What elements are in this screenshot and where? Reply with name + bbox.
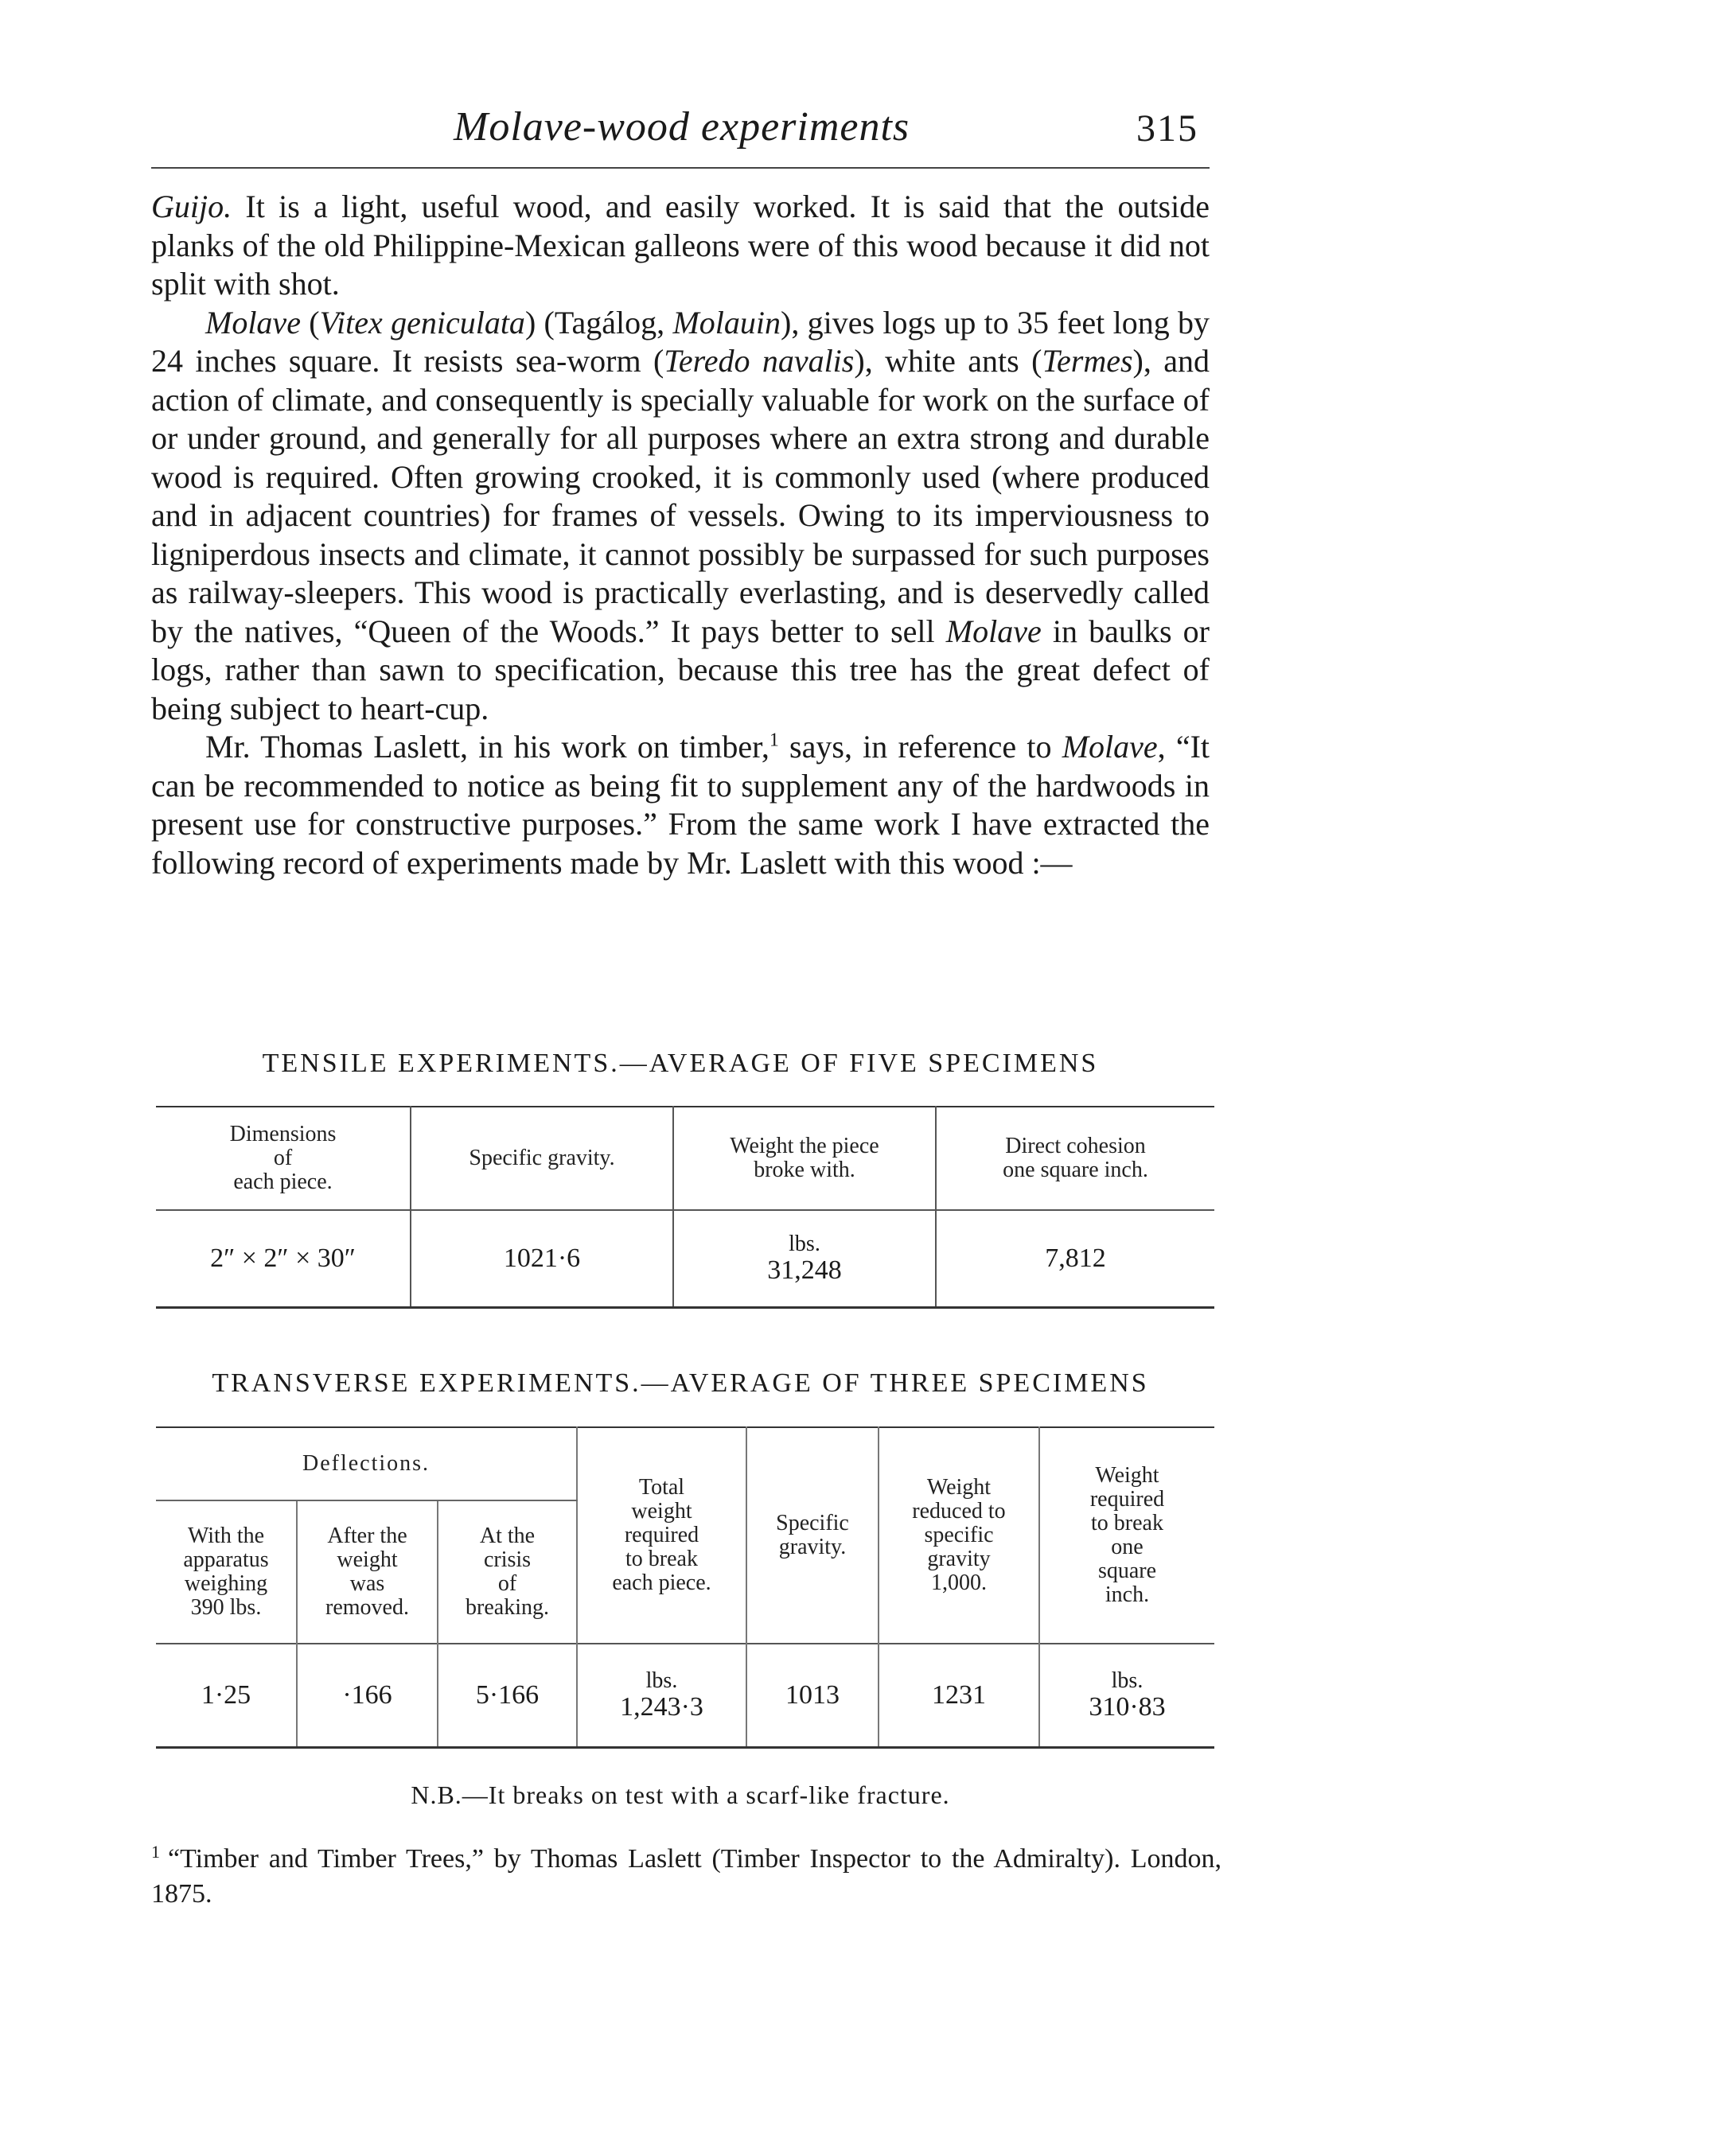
header-line: Weight: [1095, 1463, 1159, 1488]
header-line: to break: [1091, 1511, 1163, 1535]
paragraph-text: ), white ants (: [854, 343, 1042, 379]
italic-term: Molave: [1062, 729, 1158, 765]
cell-square-inch-value: 310·83: [1089, 1692, 1166, 1722]
header-line: gravity.: [778, 1535, 847, 1559]
paragraph-text: , “It can be recommended to notice as being fit to supplement any of the hardwoods in present use for constructive purposes.” From the same work I have extracted the following record of experiments made by Mr. Laslett with this wood :—: [151, 729, 1210, 881]
header-weight-broke: [673, 1107, 936, 1210]
header-line: After the: [327, 1524, 407, 1548]
table-row: [156, 1644, 1214, 1748]
cell-total-weight-value: 1,243·3: [620, 1692, 703, 1722]
cell-dimensions: 2″ × 2″ × 30″: [210, 1243, 356, 1273]
tensile-table-title: TENSILE EXPERIMENTS.—AVERAGE OF FIVE SPECIMENS: [262, 1049, 1099, 1078]
header-at-crisis: [438, 1500, 577, 1644]
italic-term: Molauin: [672, 304, 781, 341]
header-line: of: [497, 1571, 517, 1596]
body-text: [151, 188, 1210, 882]
header-line: removed.: [325, 1595, 409, 1620]
paragraph-text: ) (Tagálog,: [524, 304, 673, 341]
header-specific-gravity: [746, 1427, 879, 1644]
paragraph-text: in baulks or logs, rather than sawn to specification, because this tree has the great defect of being subject to heart-cup.: [151, 613, 1210, 726]
cell-with-apparatus: 1·25: [201, 1680, 251, 1710]
footnote-mark: 1: [151, 1841, 160, 1862]
paragraph-text: ), and action of climate, and consequently is specially valuable for work on the surface of or under ground, and generally for all purposes where an extra strong and durable wood is required. Often growing crooked, it is commonly used (where produced and in adjacent countries) for frames of vessels. Owing to its imperviousness to ligniperdous insects and climate, it cannot possibly be surpassed for such purposes as railway-sleepers. This wood is practically everlasting, and is deservedly called by the natives, “Queen of the Woods.” It pays better to sell: [151, 343, 1210, 649]
page-number: 315: [1136, 107, 1198, 150]
italic-term: Molave: [945, 613, 1042, 649]
table-row: [156, 1210, 1214, 1308]
header-line: inch.: [1105, 1582, 1150, 1607]
header-specific-gravity: Specific gravity.: [411, 1107, 673, 1210]
header-reduced-weight: [879, 1427, 1039, 1644]
italic-term: Guijo.: [151, 189, 232, 224]
header-line: weighing: [184, 1571, 268, 1596]
cell-total-weight: [577, 1644, 746, 1748]
header-line: At the: [479, 1524, 536, 1548]
nb-note: N.B.—It breaks on test with a scarf-like fracture.: [411, 1780, 950, 1809]
paragraph-text: (: [300, 304, 320, 341]
footnote-text: “Timber and Timber Trees,” by Thomas Laslett (Timber Inspector to the Admiralty). London, 1875.: [151, 1844, 1221, 1909]
header-line: of: [273, 1146, 293, 1170]
header-direct-cohesion: [936, 1107, 1214, 1210]
header-line: specific: [924, 1523, 994, 1547]
header-rule: [151, 167, 1210, 169]
paragraph-text: says, in reference to: [778, 729, 1062, 765]
cell-specific-gravity: 1021·6: [411, 1210, 673, 1308]
header-line: gravity: [927, 1547, 991, 1571]
tensile-table: [156, 1106, 1214, 1309]
cell-square-inch: [1039, 1644, 1214, 1748]
header-total-weight: [577, 1427, 746, 1644]
header-line: square: [1097, 1559, 1157, 1583]
header-line: crisis: [483, 1547, 532, 1572]
cell-at-crisis: 5·166: [438, 1644, 577, 1748]
header-after-removed: [297, 1500, 438, 1644]
header-line: Specific: [776, 1511, 849, 1535]
header-line: was: [349, 1571, 385, 1596]
cell-weight: [673, 1210, 936, 1308]
paragraph-guijo: [151, 188, 1210, 304]
header-line: required: [624, 1523, 699, 1547]
italic-term: Termes: [1042, 343, 1133, 379]
footnote: [151, 1842, 1221, 1912]
unit-label: lbs.: [1111, 1668, 1144, 1693]
cell-after-removed: ·166: [297, 1644, 438, 1748]
header-line: each piece.: [233, 1169, 333, 1194]
header-line: each piece.: [612, 1570, 711, 1595]
header-line: apparatus: [183, 1547, 269, 1572]
header-deflections: Deflections.: [156, 1427, 577, 1500]
header-line: weight: [631, 1499, 692, 1524]
transverse-table: [156, 1426, 1214, 1749]
header-line: to break: [625, 1547, 698, 1571]
running-title: Molave-wood experiments: [454, 104, 910, 150]
header-line: 1,000.: [931, 1570, 987, 1595]
header-with-apparatus: [156, 1500, 297, 1644]
header-line: Dimensions: [229, 1122, 337, 1146]
header-line: Total: [638, 1475, 685, 1500]
header-line: breaking.: [466, 1595, 549, 1620]
italic-term: Vitex geniculata: [319, 304, 525, 341]
transverse-table-title: TRANSVERSE EXPERIMENTS.—AVERAGE OF THREE SPECIMENS: [212, 1368, 1149, 1398]
header-line: Weight the piece: [730, 1134, 879, 1158]
paragraph-text: It is a light, useful wood, and easily worked. It is said that the outside planks of the old Philippine-Mexican galleons were of this wood because it did not split with shot.: [151, 189, 1210, 302]
header-line: With the: [187, 1524, 265, 1548]
cell-reduced-weight: 1231: [879, 1644, 1039, 1748]
table-header-row: [156, 1107, 1214, 1210]
italic-term: Teredo navalis: [664, 343, 855, 379]
unit-label: lbs.: [789, 1232, 820, 1256]
footnote-reference: 1: [769, 730, 779, 751]
header-line: one: [1111, 1535, 1144, 1559]
header-line: 390 lbs.: [190, 1595, 262, 1620]
unit-label: lbs.: [645, 1668, 678, 1693]
header-line: required: [1089, 1487, 1165, 1512]
paragraph-text: Mr. Thomas Laslett, in his work on timber,: [205, 729, 769, 765]
paragraph-laslett: [151, 728, 1210, 882]
header-square-inch: [1039, 1427, 1214, 1644]
italic-term: Molave: [205, 304, 301, 341]
header-line: broke with.: [754, 1158, 855, 1182]
cell-weight-value: 31,248: [767, 1255, 842, 1285]
cell-specific-gravity: 1013: [746, 1644, 879, 1748]
table-header-row: [156, 1427, 1214, 1500]
running-head: [151, 103, 1210, 159]
header-line: weight: [337, 1547, 398, 1572]
paragraph-text: ), gives logs up to 35 feet long by 24 inches square. It resists sea-worm (: [151, 304, 1210, 379]
header-line: Direct cohesion: [1005, 1134, 1146, 1158]
header-line: reduced to: [912, 1499, 1006, 1524]
cell-cohesion: 7,812: [936, 1210, 1214, 1308]
header-line: Weight: [926, 1475, 992, 1500]
header-dimensions: [156, 1107, 411, 1210]
header-line: one square inch.: [1003, 1158, 1148, 1182]
paragraph-molave: [151, 304, 1210, 729]
